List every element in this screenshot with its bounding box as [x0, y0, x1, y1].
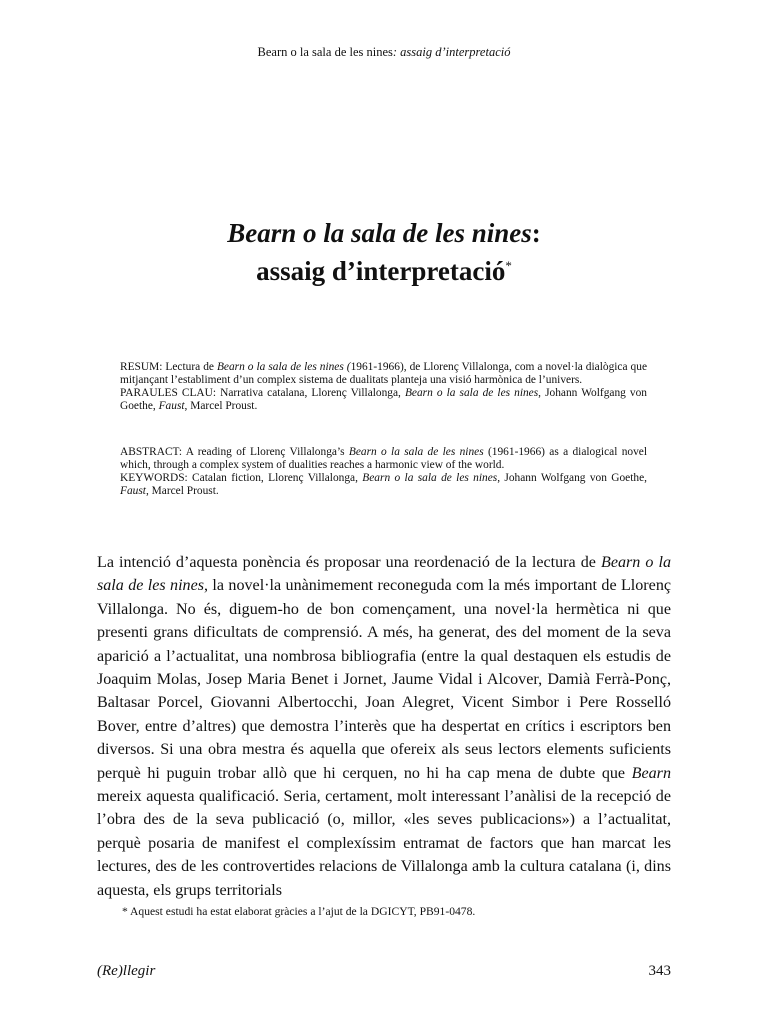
keywords-mid: , Johann Wolfgang von Goethe, [497, 471, 648, 484]
title-work: Bearn o la sala de les nines [227, 218, 532, 248]
paraules-clau-paragraph [120, 387, 647, 413]
abstract-catalan [120, 361, 647, 413]
abstract-work: Bearn o la sala de les nines [348, 446, 484, 458]
paraules-clau-faust: Faust [158, 399, 185, 412]
abstract-text: (1961-1966) as a dialogical novel which, through a complex system of dualities reaches a harmonic view of the world. [120, 446, 648, 471]
abstract-english [120, 446, 647, 498]
keywords-prefix: KEYWORDS: Catalan fiction, Llorenç Villalonga, [120, 471, 363, 484]
running-header-title: Bearn o la sala de les nines [257, 45, 393, 59]
journal-name: (Re)llegir [97, 963, 156, 979]
article-title [0, 214, 768, 290]
keywords-end: , Marcel Proust. [145, 484, 219, 497]
keywords-faust: Faust [120, 484, 146, 497]
title-line-2 [0, 252, 768, 290]
keywords-paragraph [120, 472, 647, 498]
title-colon: : [531, 218, 541, 248]
running-header-subtitle: : assaig d’interpretació [392, 45, 511, 59]
body-work-title: Bearn o la sala de les nines [97, 554, 672, 595]
paraules-clau-end: , Marcel Proust. [184, 399, 258, 412]
body-paragraph [97, 551, 671, 902]
title-subtitle: assaig d’interpretació [256, 256, 506, 286]
abstract-paragraph [120, 446, 647, 472]
abstract-prefix: ABSTRACT: A reading of Llorenç Villalonga’s [120, 446, 349, 458]
running-header [0, 45, 768, 60]
body-work-short: Bearn [631, 764, 671, 782]
resum-work: Bearn o la sala de les nines ( [216, 361, 351, 373]
title-line-1 [0, 214, 768, 252]
title-footnote-mark: * [505, 258, 512, 273]
paraules-clau-prefix: PARAULES CLAU: Narrativa catalana, Llorenç Villalonga, [120, 386, 405, 399]
paraules-clau-work: Bearn o la sala de les nines [404, 386, 539, 399]
footnote: * Aquest estudi ha estat elaborat gràcies a l’ajut de la DGICYT, PB91-0478. [122, 905, 476, 918]
body-part-2: , la novel·la unànimement reconeguda com la més important de Llorenç Villalonga. No és, diguem-ho de bon començament, una novel·la hermètica ni que presenti grans dificultats de comprensió. A més, ha generat, des del moment de la seva aparició a l’actualitat, una nombrosa bibliografia (entre la qual destaquen els estudis de Joaquim Molas, Josep Maria Benet i Jornet, Jaume Vidal i Alcover, Damià Ferrà-Ponç, Baltasar Porcel, Giovanni Albertocchi, Joan Alegret, Vicent Simbor i Pere Rosselló Bover, entre d’altres) que demostra l’interès que ha despertat en crítics i escriptors ben diversos. Si una obra mestra és aquella que ofereix als seus lectors elements suficients perquè hi puguin trobar allò que hi cerquen, no hi ha cap mena de dubte que [97, 577, 672, 782]
resum-prefix: RESUM: Lectura de [120, 361, 217, 373]
page-number: 343 [648, 963, 671, 979]
keywords-work: Bearn o la sala de les nines [362, 471, 498, 484]
body-part-1: La intenció d’aquesta ponència és proposar una reordenació de la lectura de [97, 554, 601, 571]
resum-text: 1961-1966), de Llorenç Villalonga, com a novel·la dialògica que mitjançant l’establiment d’un complex sistema de dualitats planteja una visió harmònica de l’univers. [120, 361, 647, 386]
resum-paragraph [120, 361, 647, 387]
paraules-clau-mid: , Johann Wolfgang von Goethe, [120, 386, 647, 412]
body-part-3: mereix aquesta qualificació. Seria, certament, molt interessant l’anàlisi de la recepció de l’obra des de la seva publicació (o, millor, «les seves publicacions») a l’actualitat, perquè posaria de manifest el complexíssim entramat de factors que han marcat les lectures, des de les controvertides relacions de Villalonga amb la cultura catalana (i, dins aquesta, els grups territorials [97, 788, 671, 899]
body-text [97, 551, 671, 902]
